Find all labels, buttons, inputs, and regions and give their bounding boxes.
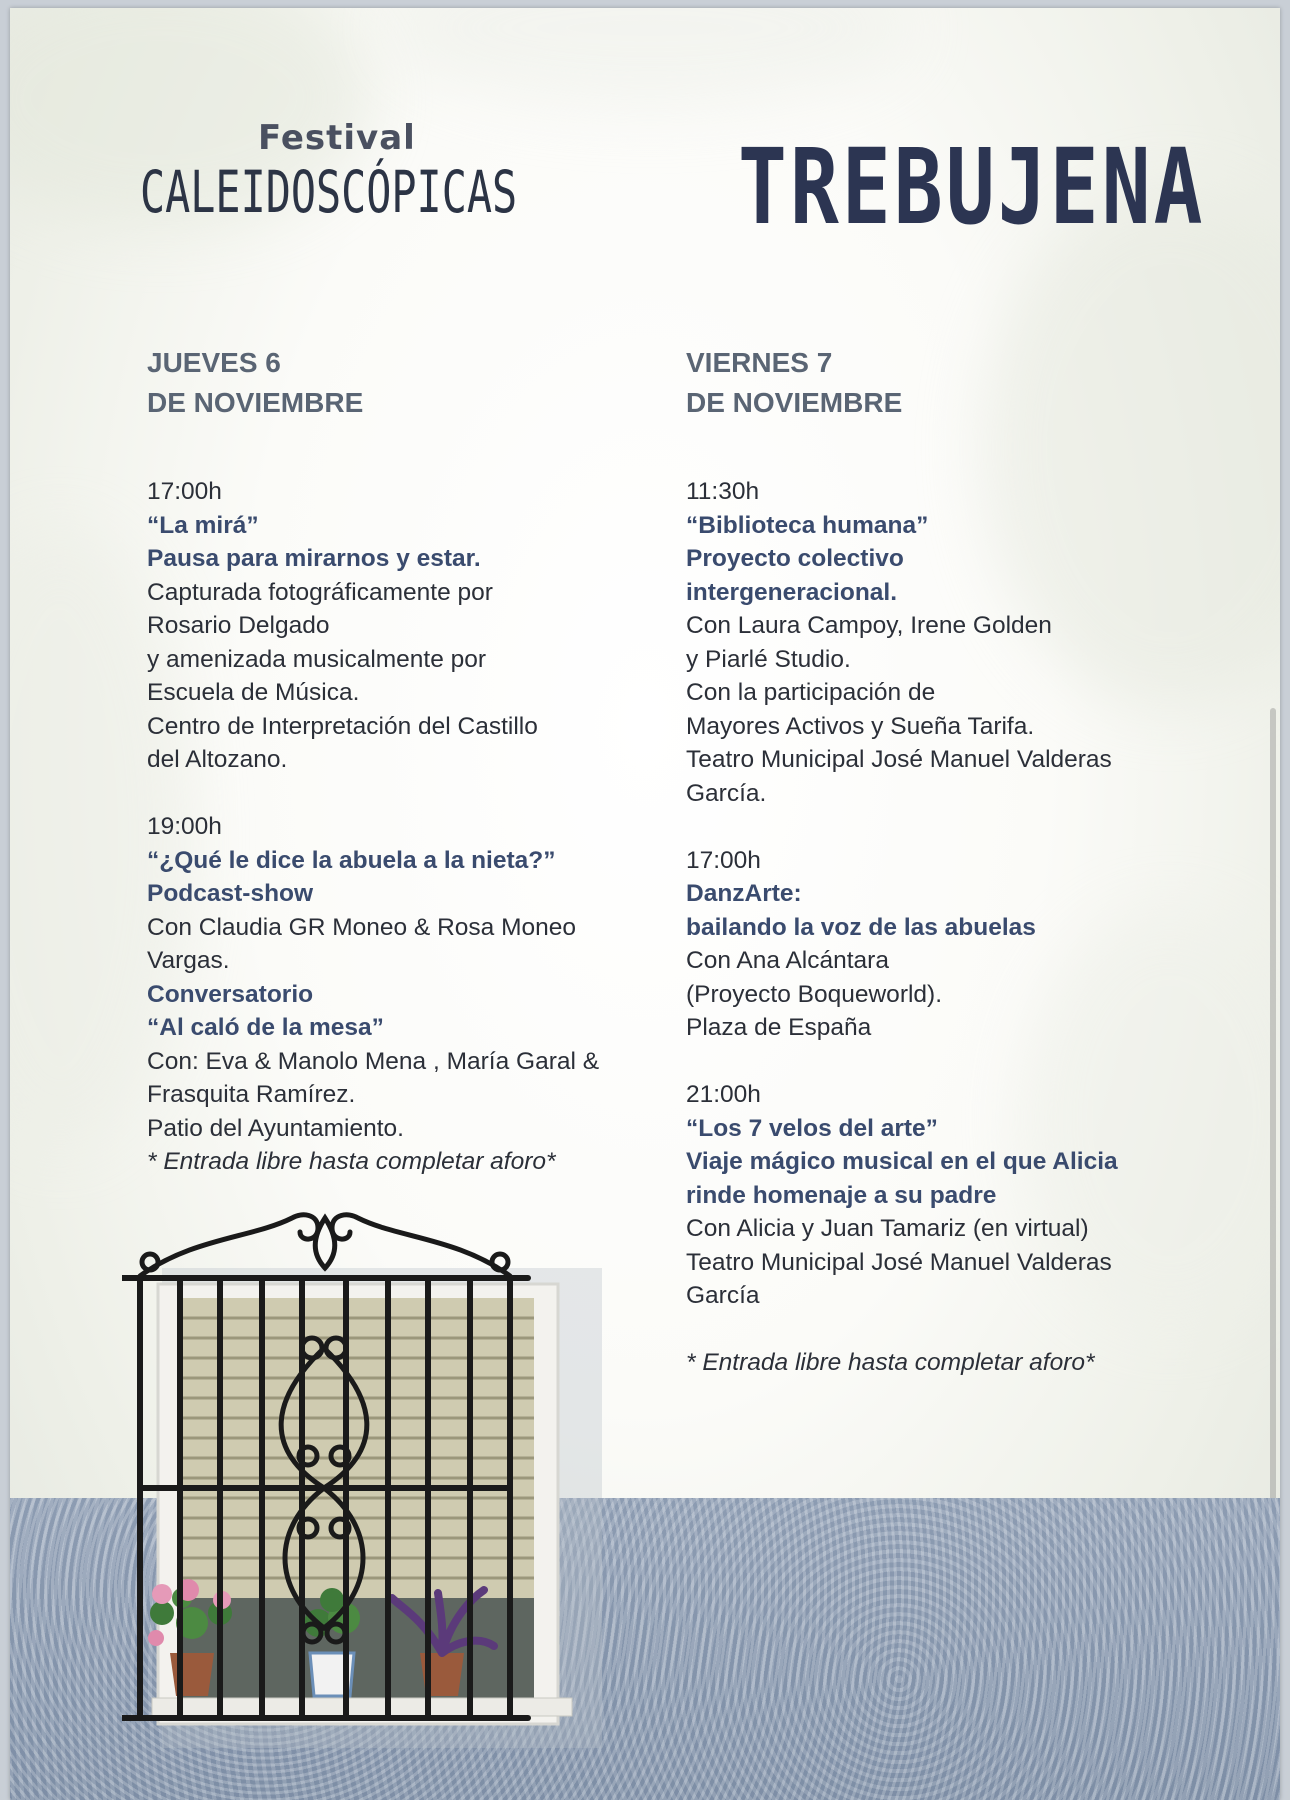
grille-crest [140, 1215, 510, 1276]
event-detail: Con Ana Alcántara [686, 947, 889, 974]
town-name: TREBUJENA [738, 126, 1206, 248]
event-title: Conversatorio [147, 980, 314, 1008]
event-detail: Centro de Interpretación del Castillo [147, 712, 538, 740]
event-block [686, 475, 1156, 810]
event-subtitle: Viaje mágico musical en el que Alicia [686, 1148, 1118, 1175]
event-detail: García [686, 1282, 760, 1309]
event-time: 21:00h [686, 1081, 761, 1108]
event-detail: y Piarlé Studio. [686, 645, 851, 673]
event-detail: (Proyecto Boqueworld). [686, 980, 943, 1008]
day-heading-line: VIERNES 7 [686, 347, 833, 378]
event-detail: del Altozano. [147, 746, 288, 773]
scrollbar[interactable] [1270, 708, 1276, 1608]
entry-note: * Entrada libre hasta completar aforo* [147, 1148, 556, 1175]
event-subtitle: Pausa para mirarnos y estar. [147, 545, 481, 572]
event-subtitle: “Al caló de la mesa” [147, 1014, 384, 1041]
festival-label: Festival [258, 118, 416, 158]
event-detail: Con Claudia GR Moneo & Rosa Moneo [147, 913, 576, 941]
event-title: “¿Qué le dice la abuela a la nieta?” [147, 846, 556, 874]
event-block [686, 1078, 1156, 1313]
day-heading-line: DE NOVIEMBRE [686, 387, 903, 418]
event-time: 19:00h [147, 813, 222, 840]
event-detail: Con: Eva & Manolo Mena , María Garal & [147, 1047, 600, 1075]
event-subtitle: rinde homenaje a su padre [686, 1181, 997, 1209]
event-detail: García. [686, 779, 767, 807]
event-detail: Frasquita Ramírez. [147, 1081, 356, 1108]
event-detail: y amenizada musicalmente por [147, 645, 487, 673]
event-detail: Patio del Ayuntamiento. [147, 1114, 404, 1142]
entry-note: * Entrada libre hasta completar aforo* [686, 1349, 1095, 1376]
event-title: DanzArte: [686, 880, 802, 907]
background-wash [390, 8, 910, 108]
event-detail: Con Alicia y Juan Tamariz (en virtual) [686, 1215, 1089, 1242]
day-heading [686, 343, 1156, 423]
event-title: “Los 7 velos del arte” [686, 1114, 938, 1142]
event-time: 17:00h [147, 478, 222, 505]
event-subtitle: intergeneracional. [686, 578, 898, 606]
window-grille-illustration [122, 1198, 602, 1758]
event-detail: Plaza de España [686, 1014, 872, 1041]
event-subtitle: Podcast-show [147, 880, 314, 907]
event-detail: Con la participación de [686, 679, 936, 706]
event-time: 11:30h [686, 478, 760, 505]
event-detail: Mayores Activos y Sueña Tarifa. [686, 712, 1035, 740]
event-title: “La mirá” [147, 511, 259, 539]
event-detail: Capturada fotográficamente por [147, 578, 493, 606]
event-detail: Teatro Municipal José Manuel Valderas [686, 1248, 1112, 1276]
event-title: “Biblioteca humana” [686, 511, 929, 539]
day-heading-line: DE NOVIEMBRE [147, 387, 364, 418]
event-detail: Escuela de Música. [147, 679, 360, 706]
event-detail: Teatro Municipal José Manuel Valderas [686, 746, 1112, 773]
event-detail: Rosario Delgado [147, 612, 330, 639]
day-heading-line: JUEVES 6 [147, 347, 281, 378]
day-heading [147, 343, 627, 423]
festival-name: CALEIDOSCÓPICAS [140, 158, 518, 226]
friday-column [686, 343, 1156, 1380]
event-subtitle: Proyecto colectivo [686, 545, 904, 572]
event-block [147, 475, 627, 777]
event-subtitle: bailando la voz de las abuelas [686, 913, 1036, 941]
event-block [147, 810, 627, 1179]
thursday-column [147, 343, 627, 1212]
event-detail: Vargas. [147, 947, 230, 974]
event-detail: Con Laura Campoy, Irene Golden [686, 612, 1052, 639]
event-block [686, 844, 1156, 1045]
event-time: 17:00h [686, 846, 761, 874]
flyer-page [10, 8, 1280, 1800]
